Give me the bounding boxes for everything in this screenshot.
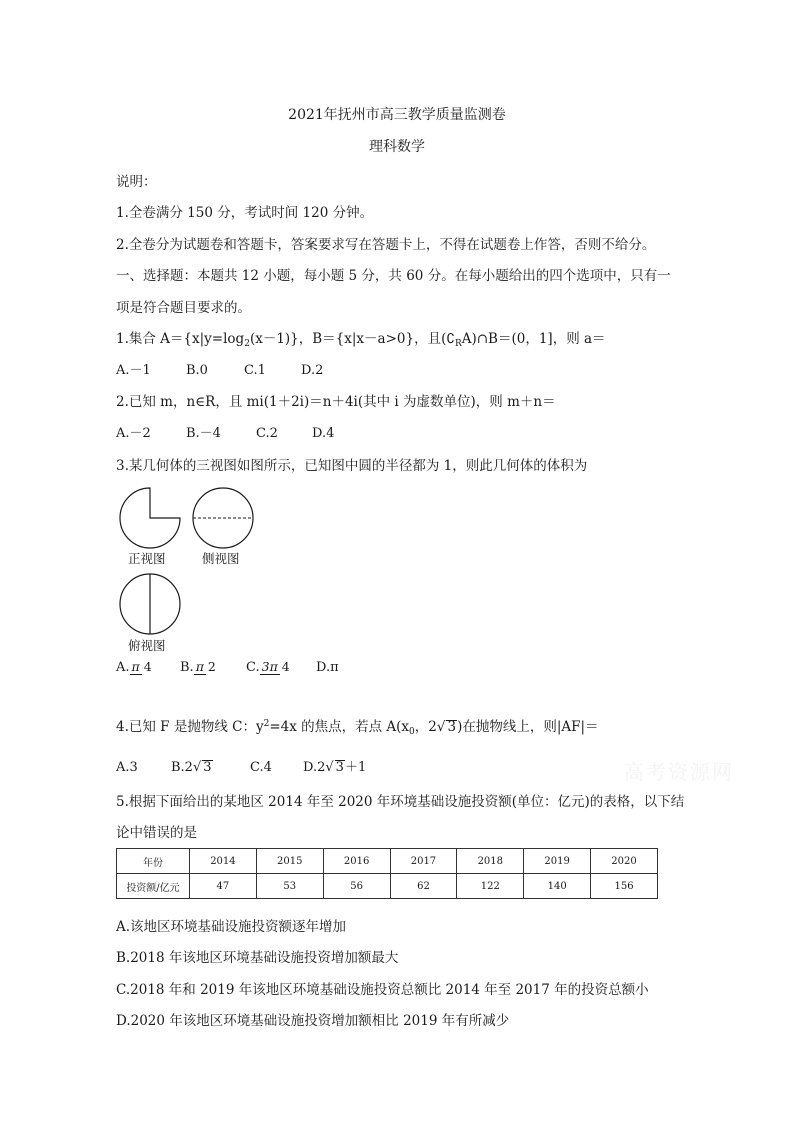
q5-option-d: D.2020 年该地区环境基础设施投资增加额相比 2019 年有所减少	[116, 1013, 510, 1029]
q3-option-a: A. π 4	[116, 659, 152, 675]
q5-option-c: C.2018 年和 2019 年该地区环境基础设施投资总额比 2014 年至 2017 年的投资总额小	[116, 982, 649, 998]
investment-table	[116, 848, 658, 899]
question-4-stem: 4.已知 F 是抛物线 C：$y^2=4x$ 的焦点，若点 $A(x_0$，2√ 3)在抛物线上，则|AF|＝	[116, 719, 599, 737]
table-cell: 56	[323, 874, 390, 899]
front-view-caption: 正视图	[128, 551, 166, 566]
q1-option-c: C.1	[244, 363, 266, 378]
notes-label: 说明：	[116, 174, 157, 190]
q3-option-c: C. 3π 4	[246, 659, 290, 675]
table-cell: 2015	[256, 849, 323, 874]
table-cell: 156	[591, 874, 658, 899]
q4-option-b: B.2√ 3	[171, 760, 212, 775]
table-cell: 2016	[323, 849, 390, 874]
question-2-stem: 2.已知 m，n∈R，且 mi(1＋2i)＝n＋4i(其中 i 为虚数单位)，则 m＋n＝	[116, 394, 556, 410]
q4-exponent: 2	[263, 719, 270, 729]
exam-subject: 理科数学	[369, 139, 425, 155]
side-view-caption: 侧视图	[202, 551, 240, 566]
table-header-amount: 投资额/亿元	[117, 874, 190, 899]
question-5-stem-line-1: 5.根据下面给出的某地区 2014 年至 2020 年环境基础设施投资额(单位：亿元)的表格，以下结	[116, 794, 685, 810]
watermark: 高考资源网	[624, 760, 734, 784]
q1-option-b: B.0	[186, 363, 208, 378]
table-cell: 2020	[591, 849, 658, 874]
table-row	[117, 849, 658, 874]
question-3-stem: 3.某几何体的三视图如图所示，已知图中圆的半径都为 1，则此几何体的体积为	[116, 458, 588, 474]
table-cell: 62	[390, 874, 457, 899]
top-view-caption: 俯视图	[128, 638, 166, 653]
q2-option-d: D.4	[312, 426, 335, 441]
q2-option-a: A.－2	[116, 426, 151, 441]
q3-option-d: D.π	[316, 660, 339, 675]
table-cell: 122	[457, 874, 524, 899]
question-4-options	[116, 756, 366, 775]
question-5-stem-line-2: 论中错误的是	[116, 825, 197, 841]
exam-title: 2021年抚州市高三教学质量监测卷	[288, 107, 506, 123]
front-view-shape	[120, 488, 180, 548]
table-row	[117, 874, 658, 899]
table-cell: 2018	[457, 849, 524, 874]
notes-item-2: 2.全卷分为试题卷和答题卡，答案要求写在答题卡上，不得在试题卷上作答，否则不给分。	[116, 237, 656, 253]
q1-text-c: A)∩B＝(0，1]，则 a＝	[461, 331, 606, 347]
q3-option-b-fraction: π 2	[195, 659, 216, 674]
q5-option-b: B.2018 年该地区环境基础设施投资增加额最大	[116, 950, 399, 966]
table-cell: 2017	[390, 849, 457, 874]
section-heading-line-1: 一、选择题：本题共 12 小题，每小题 5 分，共 60 分。在每小题给出的四个选项中，只有一	[116, 268, 671, 284]
q4-root: 3	[447, 719, 457, 735]
table-cell: 53	[256, 874, 323, 899]
q2-option-c: C.2	[256, 426, 278, 441]
q1-log-base: 2	[244, 339, 250, 349]
q3-option-b: B. π 2	[180, 659, 216, 675]
q4-option-a: A.3	[116, 760, 138, 775]
notes-item-1: 1.全卷满分 150 分，考试时间 120 分钟。	[116, 205, 374, 221]
question-1-stem	[116, 327, 606, 349]
q1-text-b: (x－1)}，B＝{x|x－a>0}，且(∁	[249, 331, 455, 347]
q3-option-c-fraction: 3π 4	[261, 659, 290, 674]
q2-option-b: B.－4	[186, 426, 221, 441]
table-cell: 2019	[524, 849, 591, 874]
q1-text-a: 1.集合 A＝{x|y=log	[116, 331, 245, 347]
q1-option-d: D.2	[301, 363, 324, 378]
q1-complement-sub: R	[454, 339, 462, 349]
table-header-year: 年份	[117, 849, 190, 874]
q4-option-c: C.4	[250, 760, 272, 775]
table-cell: 140	[524, 874, 591, 899]
q4-option-d: D.2√ 3＋1	[303, 760, 367, 775]
question-3-options	[116, 660, 339, 675]
question-2-options	[116, 422, 334, 441]
q4-subscript: 0	[409, 727, 415, 737]
section-heading-line-2: 项是符合题目要求的。	[116, 300, 251, 316]
table-cell: 2014	[190, 849, 257, 874]
q5-option-a: A.该地区环境基础设施投资额逐年增加	[116, 919, 347, 935]
q1-option-a: A.－1	[116, 363, 151, 378]
table-cell: 47	[190, 874, 257, 899]
question-1-options	[116, 359, 323, 378]
q3-option-a-fraction: π 4	[131, 659, 152, 674]
